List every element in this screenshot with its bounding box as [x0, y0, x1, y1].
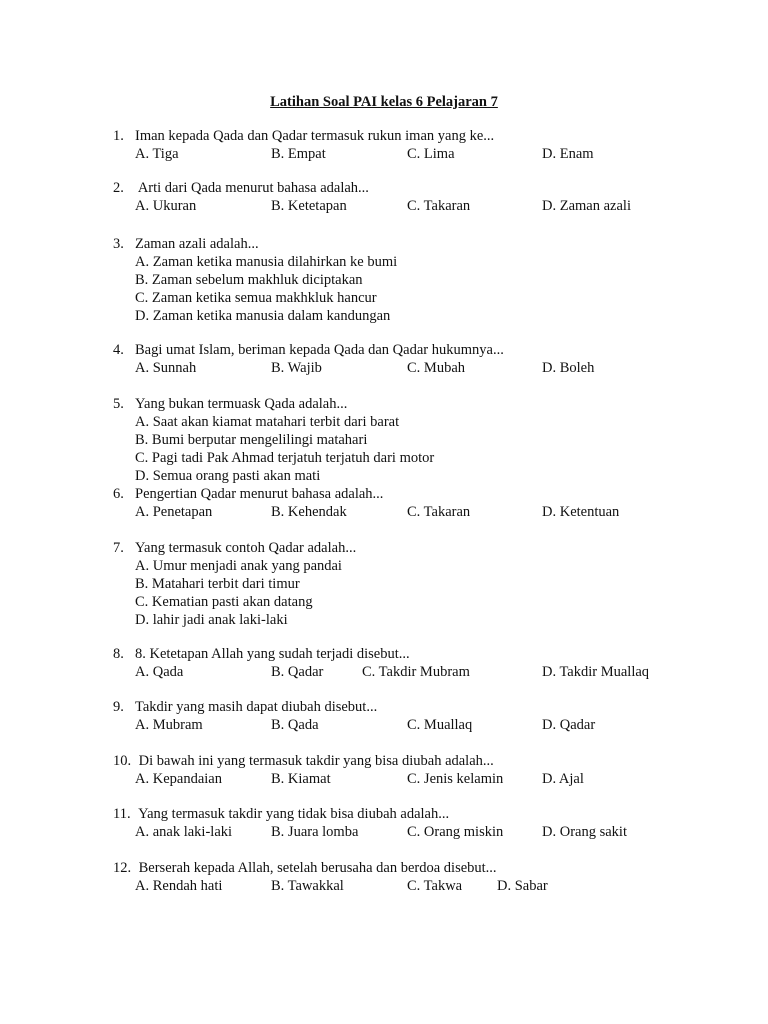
answer-option: D. Orang sakit [542, 824, 627, 840]
answer-option: D. Enam [542, 146, 594, 162]
answer-options-row [0, 359, 768, 377]
answer-option-line [0, 307, 768, 325]
answer-option: B. Matahari terbit dari timur [135, 576, 300, 592]
answer-option-line [0, 593, 768, 611]
answer-option: C. Takdir Mubram [362, 664, 470, 680]
answer-option: B. Qada [271, 717, 319, 733]
question-stem: Yang termasuk takdir yang tidak bisa diubah adalah... [135, 806, 450, 822]
answer-option: B. Qadar [271, 664, 324, 680]
question-stem: Di bawah ini yang termasuk takdir yang bisa diubah adalah... [135, 753, 494, 769]
question-stem: Arti dari Qada menurut bahasa adalah... [135, 180, 369, 196]
answer-option: B. Wajib [271, 360, 322, 376]
answer-option: C. Takaran [407, 504, 471, 520]
answer-options-row [0, 503, 768, 521]
question-stem-line [0, 341, 768, 359]
question-12 [0, 859, 768, 895]
answer-options-row [0, 663, 768, 681]
question-number: 9. [113, 699, 124, 715]
answer-option: A. Saat akan kiamat matahari terbit dari barat [135, 414, 400, 430]
answer-option: D. Zaman ketika manusia dalam kandungan [135, 308, 391, 324]
question-stem: 8. Ketetapan Allah yang sudah terjadi disebut... [135, 646, 410, 662]
page-title: Latihan Soal PAI kelas 6 Pelajaran 7 [270, 94, 498, 110]
answer-option-line [0, 253, 768, 271]
answer-option-line [0, 271, 768, 289]
question-number: 11. [113, 806, 131, 822]
answer-option-line [0, 557, 768, 575]
answer-options-row [0, 716, 768, 734]
answer-option: C. Takwa [407, 878, 463, 894]
answer-option: B. Juara lomba [271, 824, 359, 840]
answer-option: D. Ketentuan [542, 504, 620, 520]
question-stem-line [0, 485, 768, 503]
answer-option-line [0, 611, 768, 629]
question-stem-line [0, 235, 768, 253]
answer-option: C. Zaman ketika semua makhkluk hancur [135, 290, 377, 306]
answer-option: D. Takdir Muallaq [542, 664, 650, 680]
answer-option-line [0, 467, 768, 485]
question-stem-line [0, 805, 768, 823]
answer-option: A. Rendah hati [135, 878, 223, 894]
answer-option: B. Tawakkal [271, 878, 344, 894]
question-stem: Pengertian Qadar menurut bahasa adalah... [135, 486, 384, 502]
question-stem-line [0, 859, 768, 877]
answer-option: C. Muallaq [407, 717, 473, 733]
question-number: 8. [113, 646, 124, 662]
answer-option-line [0, 449, 768, 467]
answer-option-line [0, 575, 768, 593]
answer-option: D. Semua orang pasti akan mati [135, 468, 321, 484]
question-number: 4. [113, 342, 124, 358]
answer-option-line [0, 289, 768, 307]
answer-option: C. Jenis kelamin [407, 771, 504, 787]
answer-options-row [0, 770, 768, 788]
answer-option: B. Kiamat [271, 771, 331, 787]
answer-option: B. Empat [271, 146, 326, 162]
question-stem-line [0, 539, 768, 557]
answer-option: C. Mubah [407, 360, 465, 376]
question-number: 2. [113, 180, 124, 196]
answer-option-line [0, 431, 768, 449]
question-8 [0, 645, 768, 681]
answer-option: D. lahir jadi anak laki-laki [135, 612, 288, 628]
question-stem: Iman kepada Qada dan Qadar termasuk rukun iman yang ke... [135, 128, 495, 144]
answer-option: D. Boleh [542, 360, 595, 376]
answer-option: B. Kehendak [271, 504, 347, 520]
question-9 [0, 698, 768, 734]
question-stem: Berserah kepada Allah, setelah berusaha dan berdoa disebut... [135, 860, 497, 876]
answer-option: D. Sabar [497, 878, 548, 894]
question-stem: Zaman azali adalah... [135, 236, 259, 252]
answer-option: D. Qadar [542, 717, 596, 733]
question-stem-line [0, 698, 768, 716]
answer-option: D. Zaman azali [542, 198, 631, 214]
answer-option: A. Umur menjadi anak yang pandai [135, 558, 342, 574]
question-stem: Bagi umat Islam, beriman kepada Qada dan Qadar hukumnya... [135, 342, 504, 358]
answer-options-row [0, 823, 768, 841]
question-1 [0, 127, 768, 163]
question-stem-line [0, 752, 768, 770]
answer-option: A. Tiga [135, 146, 179, 162]
answer-option: C. Kematian pasti akan datang [135, 594, 313, 610]
question-number: 5. [113, 396, 124, 412]
answer-option: A. Penetapan [135, 504, 213, 520]
answer-option: B. Ketetapan [271, 198, 347, 214]
answer-option: B. Zaman sebelum makhluk diciptakan [135, 272, 363, 288]
question-stem-line [0, 395, 768, 413]
answer-option: A. Mubram [135, 717, 203, 733]
answer-option: D. Ajal [542, 771, 584, 787]
question-stem-line [0, 127, 768, 145]
question-stem: Yang bukan termuask Qada adalah... [135, 396, 348, 412]
answer-option: C. Takaran [407, 198, 471, 214]
answer-option: C. Lima [407, 146, 455, 162]
question-number: 7. [113, 540, 124, 556]
question-3 [0, 235, 768, 325]
question-6 [0, 485, 768, 521]
question-10 [0, 752, 768, 788]
answer-option: A. Qada [135, 664, 184, 680]
question-4 [0, 341, 768, 377]
answer-option: A. anak laki-laki [135, 824, 233, 840]
question-5 [0, 395, 768, 485]
answer-option: B. Bumi berputar mengelilingi matahari [135, 432, 368, 448]
question-stem-line [0, 645, 768, 663]
question-number: 1. [113, 128, 124, 144]
answer-option: A. Kepandaian [135, 771, 222, 787]
answer-options-row [0, 877, 768, 895]
answer-options-row [0, 197, 768, 215]
question-number: 10. [113, 753, 132, 769]
answer-option: A. Zaman ketika manusia dilahirkan ke bumi [135, 254, 398, 270]
answer-option: A. Sunnah [135, 360, 197, 376]
question-2 [0, 179, 768, 215]
question-number: 12. [113, 860, 132, 876]
question-11 [0, 805, 768, 841]
question-number: 3. [113, 236, 124, 252]
question-number: 6. [113, 486, 124, 502]
answer-option: C. Pagi tadi Pak Ahmad terjatuh terjatuh dari motor [135, 450, 435, 466]
answer-option-line [0, 413, 768, 431]
question-stem: Yang termasuk contoh Qadar adalah... [135, 540, 357, 556]
answer-options-row [0, 145, 768, 163]
question-stem: Takdir yang masih dapat diubah disebut... [135, 699, 378, 715]
question-7 [0, 539, 768, 629]
answer-option: C. Orang miskin [407, 824, 504, 840]
answer-option: A. Ukuran [135, 198, 197, 214]
question-stem-line [0, 179, 768, 197]
